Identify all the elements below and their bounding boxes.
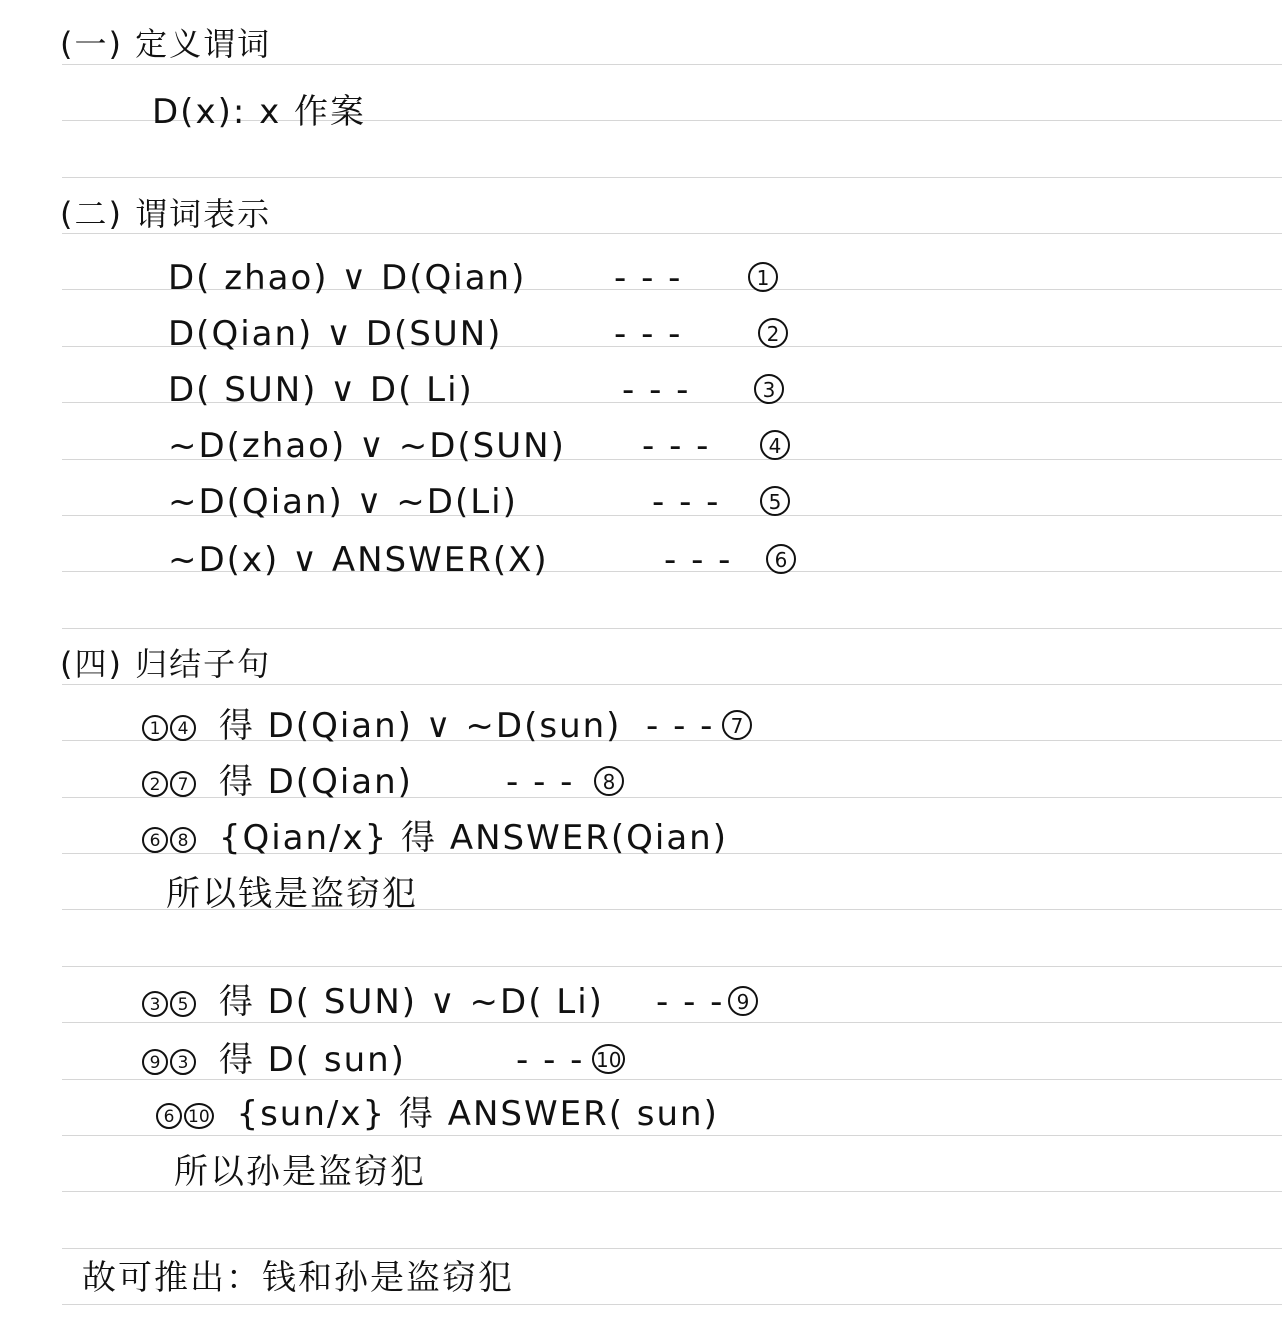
clause-number-badge: 7 <box>722 710 752 740</box>
ruled-line <box>62 1022 1282 1023</box>
resolution-text: {Qian/x} 得 ANSWER(Qian) <box>218 818 728 858</box>
parent-clause-refs <box>156 1094 216 1134</box>
clause-text: ~D(x) ∨ ANSWER(X) <box>168 540 549 580</box>
resolution-row <box>142 1040 622 1080</box>
clause-ref-badge: 2 <box>142 771 168 797</box>
resolution-row <box>142 706 744 746</box>
clause-row <box>168 314 780 354</box>
clause-text: D( zhao) ∨ D(Qian) <box>168 258 527 298</box>
clause-row <box>168 540 788 580</box>
clause-ref-badge: 7 <box>170 771 196 797</box>
resolution-row <box>142 818 728 858</box>
clause-number-badge: 5 <box>760 486 790 516</box>
clause-dashes: - - - <box>656 982 725 1022</box>
clause-dashes: - - - <box>622 370 691 410</box>
clause-number-badge: 1 <box>748 262 778 292</box>
clause-text: D( SUN) ∨ D( Li) <box>168 370 474 410</box>
ruled-line <box>62 684 1282 685</box>
resolution-text: {sun/x} 得 ANSWER( sun) <box>236 1094 719 1134</box>
resolution-row <box>156 1094 719 1134</box>
section-heading-define-predicates: (一) 定义谓词 <box>60 25 272 63</box>
ruled-line <box>62 628 1282 629</box>
clause-dashes: - - - <box>614 314 683 354</box>
parent-clause-refs <box>142 982 198 1022</box>
clause-ref-badge: 3 <box>170 1049 196 1075</box>
ruled-line <box>62 1248 1282 1249</box>
ruled-line <box>62 64 1282 65</box>
clause-dashes: - - - <box>614 258 683 298</box>
predicate-definition: D(x): x 作案 <box>152 92 367 132</box>
resolution-text: 得 D(Qian) ∨ ~D(sun) <box>218 706 622 746</box>
ruled-line <box>62 966 1282 967</box>
clause-number-badge: 8 <box>594 766 624 796</box>
clause-ref-badge: 6 <box>156 1103 182 1129</box>
resolution-text: 得 D( sun) <box>218 1040 406 1080</box>
parent-clause-refs <box>142 762 198 802</box>
clause-dashes: - - - <box>642 426 711 466</box>
clause-ref-badge: 6 <box>142 827 168 853</box>
clause-ref-badge: 1 <box>142 715 168 741</box>
clause-row <box>168 370 776 410</box>
parent-clause-refs <box>142 818 198 858</box>
resolution-row <box>142 762 616 802</box>
clause-dashes: - - - <box>646 706 715 746</box>
ruled-line <box>62 1304 1282 1305</box>
clause-ref-badge: 4 <box>170 715 196 741</box>
clause-number-badge: 4 <box>760 430 790 460</box>
clause-number-badge: 10 <box>592 1044 625 1074</box>
ruled-line <box>62 1135 1282 1136</box>
clause-ref-badge: 5 <box>170 991 196 1017</box>
clause-dashes: - - - <box>652 482 721 522</box>
ruled-line <box>62 177 1282 178</box>
final-conclusion: 故可推出：钱和孙是盗窃犯 <box>82 1258 514 1298</box>
clause-text: ~D(zhao) ∨ ~D(SUN) <box>168 426 566 466</box>
resolution-text: 得 D(Qian) <box>218 762 413 802</box>
clause-row <box>168 258 770 298</box>
clause-dashes: - - - <box>664 540 733 580</box>
section-heading-predicate-representation: (二) 谓词表示 <box>60 195 272 233</box>
clause-number-badge: 9 <box>728 986 758 1016</box>
clause-dashes: - - - <box>516 1040 585 1080</box>
clause-row <box>168 482 782 522</box>
resolution-row <box>142 982 750 1022</box>
clause-number-badge: 3 <box>754 374 784 404</box>
resolution-text: 得 D( SUN) ∨ ~D( Li) <box>218 982 604 1022</box>
clause-ref-badge: 10 <box>184 1103 214 1129</box>
parent-clause-refs <box>142 1040 198 1080</box>
clause-row <box>168 426 782 466</box>
clause-number-badge: 6 <box>766 544 796 574</box>
conclusion-qian: 所以钱是盗窃犯 <box>166 874 418 914</box>
conclusion-sun: 所以孙是盗窃犯 <box>174 1152 426 1192</box>
clause-text: D(Qian) ∨ D(SUN) <box>168 314 503 354</box>
clause-text: ~D(Qian) ∨ ~D(Li) <box>168 482 518 522</box>
clause-ref-badge: 3 <box>142 991 168 1017</box>
clause-ref-badge: 8 <box>170 827 196 853</box>
clause-number-badge: 2 <box>758 318 788 348</box>
section-heading-resolution-clauses: (四) 归结子句 <box>60 645 272 683</box>
clause-ref-badge: 9 <box>142 1049 168 1075</box>
parent-clause-refs <box>142 706 198 746</box>
clause-dashes: - - - <box>506 762 575 802</box>
